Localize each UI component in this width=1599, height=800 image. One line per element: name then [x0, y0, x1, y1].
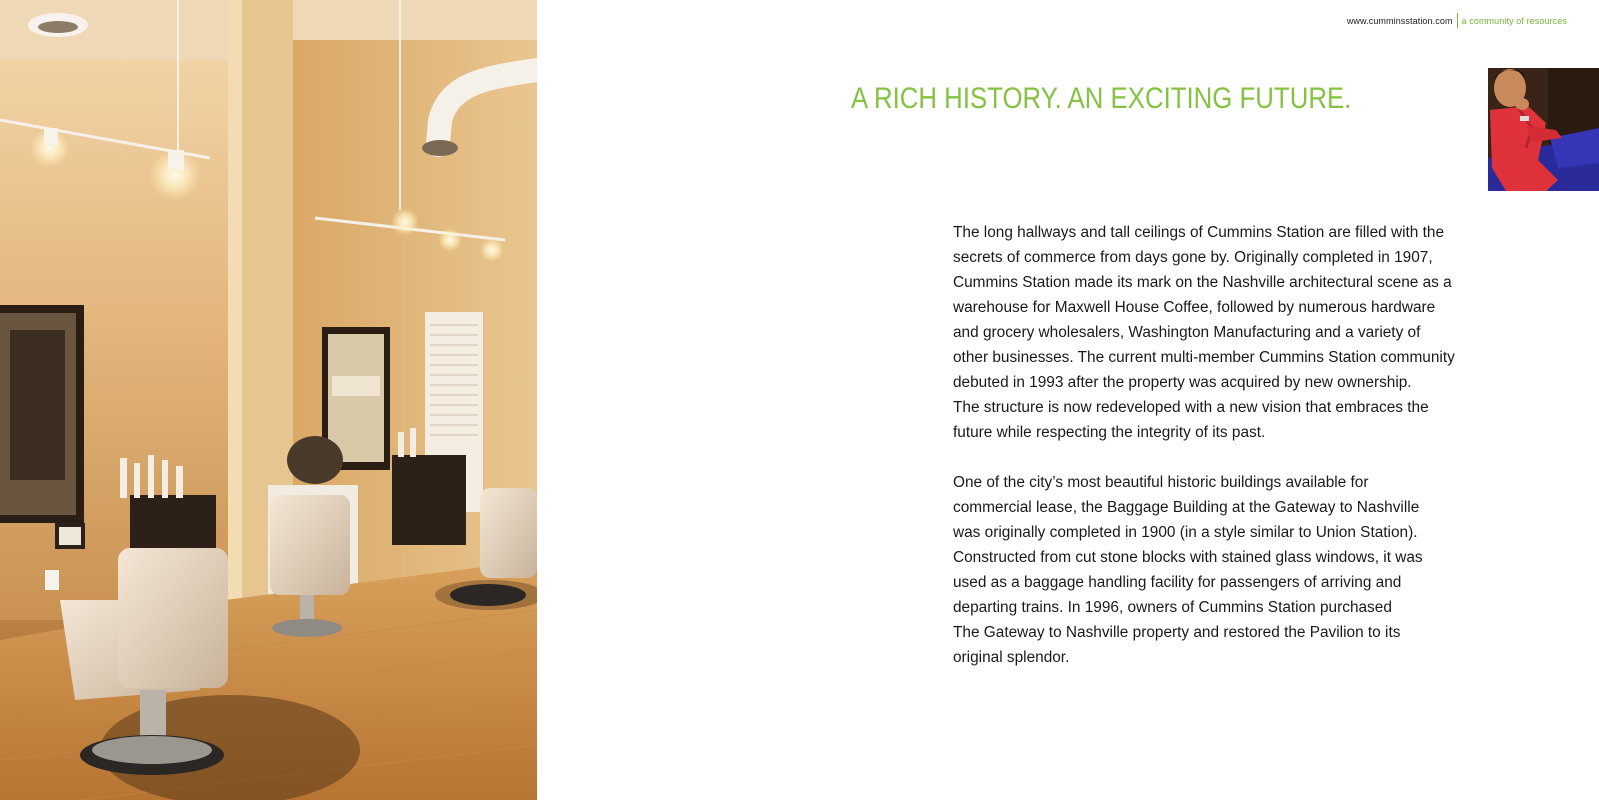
- site-header: [1347, 13, 1567, 28]
- paragraph-line: departing trains. In 1996, owners of Cummins Station purchased: [953, 599, 1392, 616]
- header-divider: [1457, 13, 1458, 28]
- paragraph-line: used as a baggage handling facility for passengers of arriving and: [953, 574, 1402, 591]
- paragraph-line: Constructed from cut stone blocks with stained glass windows, it was: [953, 549, 1423, 566]
- paragraph-line: debuted in 1993 after the property was acquired by new ownership.: [953, 374, 1412, 391]
- paragraph-line: other businesses. The current multi-member Cummins Station community: [953, 349, 1455, 366]
- paragraph-line: secrets of commerce from days gone by. Originally completed in 1907,: [953, 249, 1433, 266]
- paragraph-line: Cummins Station made its mark on the Nashville architectural scene as a: [953, 274, 1452, 291]
- paragraph-line: commercial lease, the Baggage Building at the Gateway to Nashville: [953, 499, 1420, 516]
- paragraph-line: The long hallways and tall ceilings of Cummins Station are filled with the: [953, 224, 1445, 241]
- website-url[interactable]: www.cumminsstation.com: [1346, 15, 1453, 26]
- page-title: A RICH HISTORY. AN EXCITING FUTURE.: [851, 82, 1352, 116]
- header-tagline: a community of resources: [1461, 15, 1567, 26]
- paragraph-line: The Gateway to Nashville property and restored the Pavilion to its: [953, 624, 1401, 641]
- paragraph-line: One of the city’s most beautiful historic buildings available for: [953, 474, 1369, 491]
- paragraph-line: future while respecting the integrity of its past.: [953, 424, 1266, 441]
- paragraph-line: original splendor.: [953, 649, 1070, 666]
- body-copy: [953, 220, 1453, 670]
- salon-interior-photo: [0, 0, 537, 800]
- baggage-building-paragraph: [953, 470, 1453, 670]
- paragraph-line: and grocery wholesalers, Washington Manufacturing and a variety of: [953, 324, 1421, 341]
- paragraph-line: warehouse for Maxwell House Coffee, followed by numerous hardware: [953, 299, 1436, 316]
- paragraph-line: was originally completed in 1900 (in a style similar to Union Station).: [953, 524, 1418, 541]
- portrait-photo: [1488, 68, 1599, 191]
- history-paragraph: [953, 220, 1453, 445]
- paragraph-line: The structure is now redeveloped with a new vision that embraces the: [953, 399, 1429, 416]
